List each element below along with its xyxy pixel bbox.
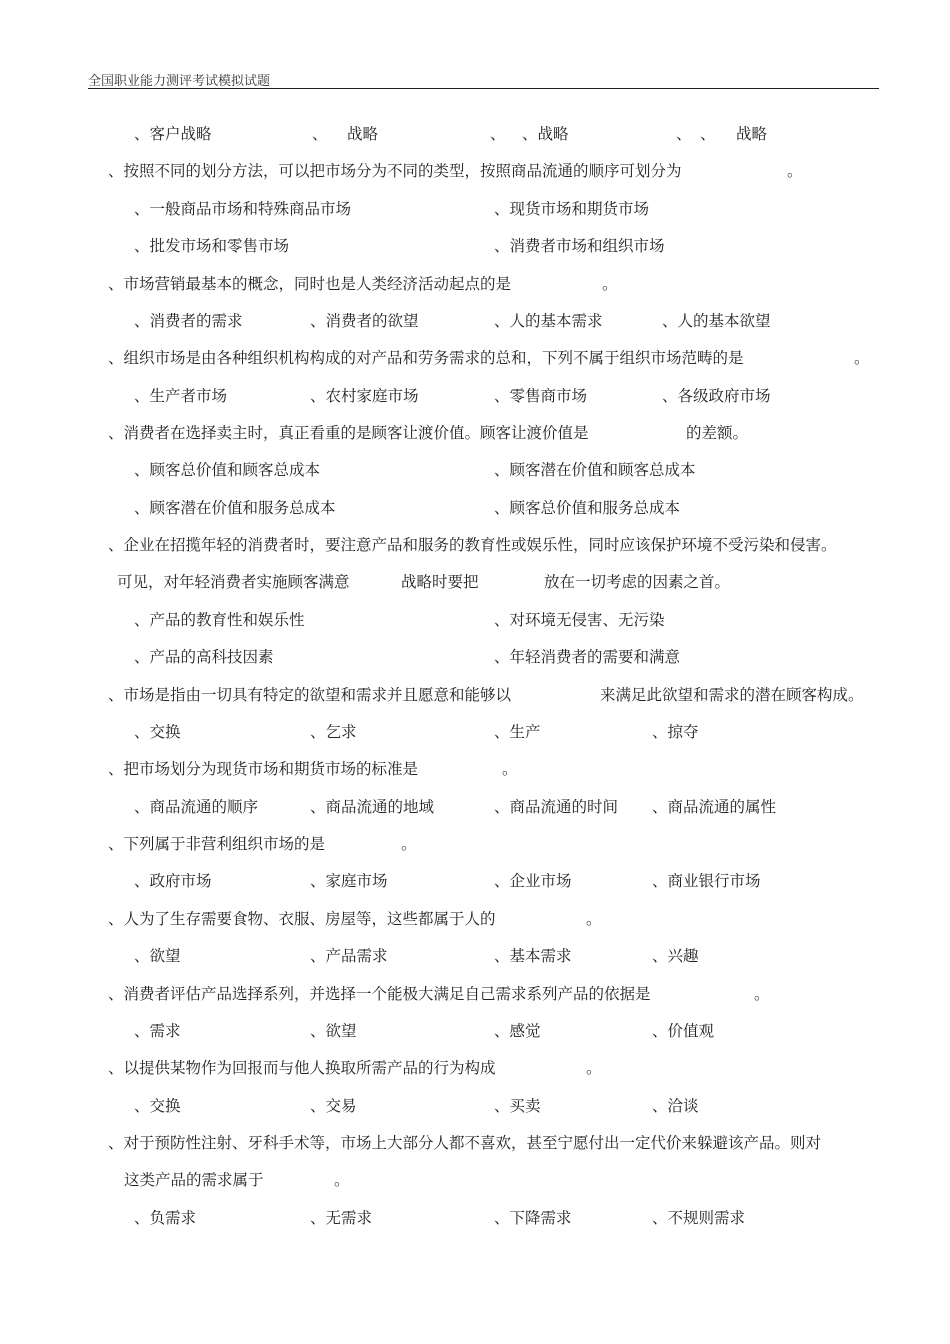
- question-line-text: 、商品流通的顺序: [134, 798, 259, 816]
- option-text: 、: [490, 125, 506, 143]
- question-line-text: 、市场是指由一切具有特定的欲望和需求并且愿意和能够以: [108, 686, 512, 704]
- option-text: 、顾客潜在价值和顾客总成本: [494, 461, 696, 479]
- option-text: 、企业市场: [494, 872, 572, 890]
- option-text: 、家庭市场: [310, 872, 388, 890]
- question-line-text: 这类产品的需求属于: [124, 1171, 264, 1189]
- question-line-text: 、组织市场是由各种组织机构构成的对产品和劳务需求的总和，下列不属于组织市场范畴的是: [108, 349, 744, 367]
- option-text: 、商业银行市场: [652, 872, 761, 890]
- option-text: 、掠夺: [652, 723, 699, 741]
- option-text: 、顾客总价值和服务总成本: [494, 499, 681, 517]
- question-line-text: 、客户战略: [134, 125, 212, 143]
- question-line-text: 、交换: [134, 1097, 181, 1115]
- option-text: 、兴趣: [652, 947, 699, 965]
- option-text: 来满足此欲望和需求的潜在顾客构成。: [600, 686, 864, 704]
- option-text: 、人的基本欲望: [662, 312, 771, 330]
- question-line-text: 、人为了生存需要食物、衣服、房屋等，这些都属于人的: [108, 910, 496, 928]
- question-line-text: 、交换: [134, 723, 181, 741]
- question-line-text: 、产品的高科技因素: [134, 648, 274, 666]
- option-text: 战略: [347, 125, 379, 143]
- option-text: 、不规则需求: [652, 1209, 746, 1227]
- option-text: 、基本需求: [494, 947, 572, 965]
- question-line-text: 、负需求: [134, 1209, 197, 1227]
- option-text: 、各级政府市场: [662, 387, 771, 405]
- question-line-text: 、企业在招揽年轻的消费者时，要注意产品和服务的教育性或娱乐性，同时应该保护环境不受污染和侵害。: [108, 536, 837, 554]
- question-line-text: 、对于预防性注射、牙科手术等，市场上大部分人都不喜欢，甚至宁愿付出一定代价来躲避该产品。则对: [108, 1134, 822, 1152]
- option-text: 。: [854, 349, 870, 367]
- question-line-text: 、消费者在选择卖主时，真正看重的是顾客让渡价值。顾客让渡价值是: [108, 424, 589, 442]
- question-line-text: 、顾客潜在价值和服务总成本: [134, 499, 336, 517]
- question-line-text: 、下列属于非营利组织市场的是: [108, 835, 326, 853]
- option-text: 。: [602, 275, 618, 293]
- option-text: 、生产: [494, 723, 541, 741]
- option-text: 、农村家庭市场: [310, 387, 419, 405]
- question-line-text: 可见，对年轻消费者实施顾客满意: [117, 573, 350, 591]
- option-text: 。: [401, 835, 417, 853]
- option-text: 、人的基本需求: [494, 312, 603, 330]
- option-text: 。: [754, 985, 770, 1003]
- question-line-text: 、按照不同的划分方法，可以把市场分为不同的类型，按照商品流通的顺序可划分为: [108, 162, 682, 180]
- question-line-text: 、需求: [134, 1022, 181, 1040]
- header-divider: [88, 88, 879, 89]
- option-text: 、感觉: [494, 1022, 541, 1040]
- option-text: 、下降需求: [494, 1209, 572, 1227]
- question-line-text: 、批发市场和零售市场: [134, 237, 290, 255]
- question-line-text: 、一般商品市场和特殊商品市场: [134, 200, 352, 218]
- question-line-text: 、市场营销最基本的概念，同时也是人类经济活动起点的是: [108, 275, 512, 293]
- option-text: 、零售商市场: [494, 387, 588, 405]
- option-text: 、: [700, 125, 716, 143]
- option-text: 、商品流通的属性: [652, 798, 777, 816]
- option-text: 、年轻消费者的需要和满意: [494, 648, 681, 666]
- option-text: 。: [586, 910, 602, 928]
- option-text: 、价值观: [652, 1022, 715, 1040]
- option-text: 、产品需求: [310, 947, 388, 965]
- option-text: 。: [502, 760, 518, 778]
- option-text: 。: [334, 1171, 350, 1189]
- question-line-text: 、消费者的需求: [134, 312, 243, 330]
- question-line-text: 、顾客总价值和顾客总成本: [134, 461, 321, 479]
- option-text: 战略时要把: [401, 573, 479, 591]
- option-text: 、战略: [522, 125, 569, 143]
- question-line-text: 、生产者市场: [134, 387, 228, 405]
- option-text: 、现货市场和期货市场: [494, 200, 650, 218]
- option-text: 战略: [736, 125, 768, 143]
- option-text: 。: [586, 1059, 602, 1077]
- option-text: 放在一切考虑的因素之首。: [544, 573, 731, 591]
- option-text: 、无需求: [310, 1209, 373, 1227]
- page-header-title: 全国职业能力测评考试模拟试题: [88, 74, 271, 89]
- option-text: 、洽谈: [652, 1097, 699, 1115]
- question-line-text: 、欲望: [134, 947, 181, 965]
- question-line-text: 、消费者评估产品选择系列，并选择一个能极大满足自己需求系列产品的依据是: [108, 985, 651, 1003]
- option-text: 、: [676, 125, 692, 143]
- question-line-text: 、以提供某物作为回报而与他人换取所需产品的行为构成: [108, 1059, 496, 1077]
- option-text: 、欲望: [310, 1022, 357, 1040]
- option-text: 、消费者市场和组织市场: [494, 237, 665, 255]
- question-line-text: 、产品的教育性和娱乐性: [134, 611, 305, 629]
- option-text: 、交易: [310, 1097, 357, 1115]
- option-text: 、乞求: [310, 723, 357, 741]
- option-text: 、商品流通的地域: [310, 798, 435, 816]
- option-text: 、: [312, 125, 328, 143]
- option-text: 、商品流通的时间: [494, 798, 619, 816]
- option-text: 、买卖: [494, 1097, 541, 1115]
- option-text: 。: [787, 162, 803, 180]
- option-text: 、消费者的欲望: [310, 312, 419, 330]
- option-text: 的差额。: [686, 424, 749, 442]
- question-line-text: 、把市场划分为现货市场和期货市场的标准是: [108, 760, 419, 778]
- option-text: 、对环境无侵害、无污染: [494, 611, 665, 629]
- question-line-text: 、政府市场: [134, 872, 212, 890]
